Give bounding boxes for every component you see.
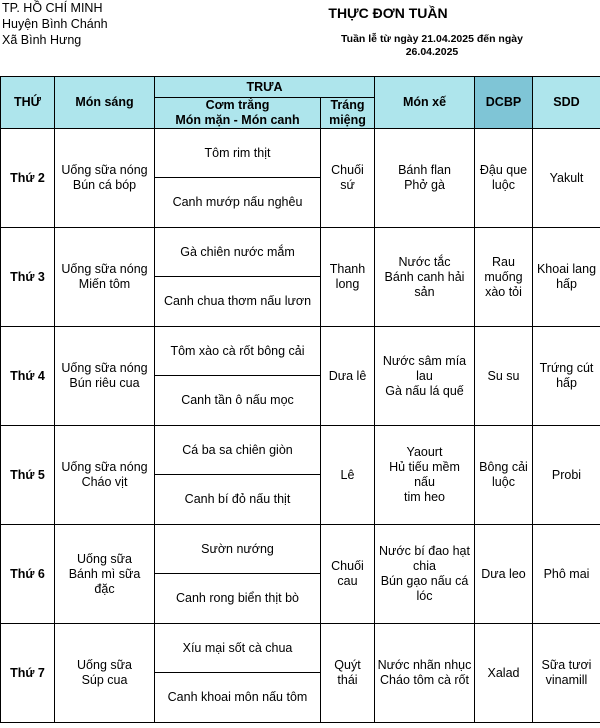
dcbp-cell-line: xào tỏi <box>485 284 522 299</box>
dessert-cell-line: Dưa lê <box>328 368 367 383</box>
table-row <box>1 525 600 574</box>
dessert-cell <box>321 426 375 525</box>
afternoon-cell-line: Gà nấu lá quế <box>385 383 464 398</box>
main-dish-cell: Tôm rim thịt <box>155 129 321 178</box>
dcbp-cell-line: Rau <box>492 254 515 269</box>
afternoon-cell-line: tim heo <box>404 490 445 504</box>
breakfast-cell <box>55 426 155 525</box>
breakfast-cell-line: Súp cua <box>81 673 128 687</box>
day-cell: Thứ 3 <box>1 228 55 327</box>
sdd-cell <box>533 327 600 426</box>
week-range <box>318 33 546 59</box>
col-header-breakfast: Món sáng <box>55 77 155 129</box>
breakfast-cell-line: Uống sữa <box>77 658 132 672</box>
menu-body <box>1 129 600 723</box>
main-dish-cell: Tôm xào cà rốt bông cải <box>155 327 321 376</box>
day-cell: Thứ 7 <box>1 624 55 723</box>
table-row <box>1 228 600 277</box>
breakfast-cell <box>55 525 155 624</box>
breakfast-cell-line: Bún riêu cua <box>69 376 140 390</box>
col-header-dessert <box>321 98 375 129</box>
afternoon-cell-line: Nước nhãn nhục <box>377 658 472 672</box>
school-header <box>2 0 108 48</box>
afternoon-cell <box>375 327 475 426</box>
breakfast-cell <box>55 228 155 327</box>
sdd-cell <box>533 426 600 525</box>
lunch-main-line2: Món mặn - Món canh <box>175 113 300 127</box>
dessert-cell <box>321 525 375 624</box>
dcbp-cell-line: muống <box>484 269 523 284</box>
dessert-cell-line: Quýt thái <box>334 658 361 687</box>
soup-cell: Canh bí đỏ nấu thịt <box>155 475 321 525</box>
breakfast-cell <box>55 624 155 723</box>
col-header-lunch-main <box>155 98 321 129</box>
afternoon-cell-line: chia <box>413 559 436 573</box>
soup-cell: Canh rong biển thịt bò <box>155 574 321 624</box>
main-dish-cell: Cá ba sa chiên giòn <box>155 426 321 475</box>
breakfast-cell-line: Bún cá bóp <box>72 178 137 192</box>
dessert-cell-line: Thanh <box>329 262 366 276</box>
dcbp-cell-line: luộc <box>492 178 515 192</box>
dcbp-cell <box>475 426 533 525</box>
breakfast-cell-line: Uống sữa nóng <box>61 361 148 375</box>
day-cell: Thứ 6 <box>1 525 55 624</box>
main-dish-cell: Gà chiên nước mắm <box>155 228 321 277</box>
col-header-sdd: SDD <box>533 77 600 129</box>
dcbp-cell-line: Dưa leo <box>481 566 526 581</box>
afternoon-cell-line: sản <box>414 284 435 299</box>
breakfast-cell-line: Bánh mì sữa đặc <box>68 566 141 596</box>
dcbp-cell-line: Su su <box>487 368 520 383</box>
soup-cell: Canh mướp nấu nghêu <box>155 178 321 228</box>
sdd-cell <box>533 525 600 624</box>
col-header-dcbp: DCBP <box>475 77 533 129</box>
dessert-cell-line: cau <box>337 574 358 588</box>
dessert-cell-line: Chuối sứ <box>331 163 364 192</box>
table-row <box>1 426 600 475</box>
dessert-cell-line: Chuối <box>331 559 364 573</box>
dcbp-cell-line: luộc <box>492 475 515 489</box>
sdd-cell-line: Phô mai <box>543 566 590 581</box>
soup-cell: Canh khoai môn nấu tôm <box>155 673 321 723</box>
table-row <box>1 327 600 376</box>
breakfast-cell-line: Uống sữa <box>77 551 132 566</box>
breakfast-cell-line: Miến tôm <box>78 277 131 291</box>
afternoon-cell <box>375 129 475 228</box>
main-dish-cell: Xíu mại sốt cà chua <box>155 624 321 673</box>
afternoon-cell <box>375 228 475 327</box>
header-row-1 <box>1 77 600 98</box>
afternoon-cell-line: Hủ tiếu mềm nấu <box>389 460 460 489</box>
breakfast-cell-line: Uống sữa nóng <box>61 460 148 474</box>
col-header-afternoon: Món xế <box>375 77 475 129</box>
table-row <box>1 624 600 673</box>
district-label: Huyện Bình Chánh <box>2 17 108 31</box>
sdd-cell-line: hấp <box>556 376 577 390</box>
sdd-cell <box>533 129 600 228</box>
sdd-cell-line: Yakult <box>549 170 584 185</box>
afternoon-cell <box>375 426 475 525</box>
sdd-cell-line: hấp <box>556 277 577 291</box>
day-cell: Thứ 2 <box>1 129 55 228</box>
dcbp-cell <box>475 228 533 327</box>
dcbp-cell <box>475 327 533 426</box>
afternoon-cell-line: lóc <box>416 589 433 603</box>
afternoon-cell-line: Nước tắc <box>398 254 451 269</box>
afternoon-cell-line: Nước bí đao hạt <box>379 544 470 558</box>
week-range-line2: 26.04.2025 <box>405 46 459 58</box>
afternoon-cell-line: Cháo tôm cà rốt <box>380 673 469 687</box>
lunch-main-line1: Cơm trắng <box>205 98 270 112</box>
dessert-cell <box>321 327 375 426</box>
page-title: THỰC ĐƠN TUẦN <box>328 5 448 21</box>
day-cell: Thứ 5 <box>1 426 55 525</box>
main-dish-cell: Sườn nướng <box>155 525 321 574</box>
dessert-header-line1: Tráng <box>330 98 365 112</box>
dcbp-cell <box>475 525 533 624</box>
sdd-cell <box>533 624 600 723</box>
afternoon-cell-line: Phở gà <box>404 178 445 192</box>
col-header-lunch: TRƯA <box>155 77 375 98</box>
afternoon-cell-line: Nước sâm mía <box>382 353 467 368</box>
weekly-menu-table <box>0 76 600 723</box>
afternoon-cell-line: Yaourt <box>406 445 443 459</box>
dcbp-cell-line: Đậu que <box>479 163 528 177</box>
day-cell: Thứ 4 <box>1 327 55 426</box>
week-range-line1: Tuần lễ từ ngày 21.04.2025 đến ngày <box>341 33 523 45</box>
sdd-cell-line: vinamill <box>545 673 588 687</box>
dessert-cell-line: Lê <box>340 467 355 482</box>
sdd-cell-line: Probi <box>551 467 582 482</box>
soup-cell: Canh chua thơm nấu lươn <box>155 277 321 327</box>
afternoon-cell <box>375 624 475 723</box>
sdd-cell-line: Trứng cút <box>539 361 594 375</box>
sdd-cell-line: Khoai lang <box>536 262 597 276</box>
table-row <box>1 129 600 178</box>
afternoon-cell-line: Bánh flan <box>398 163 451 177</box>
ward-label: Xã Bình Hưng <box>2 33 82 47</box>
breakfast-cell-line: Cháo vịt <box>81 475 128 489</box>
sdd-cell <box>533 228 600 327</box>
breakfast-cell <box>55 327 155 426</box>
afternoon-cell <box>375 525 475 624</box>
col-header-day: THỨ <box>1 77 55 129</box>
dcbp-cell-line: Bông cải <box>479 460 528 474</box>
dessert-header-line2: miệng <box>329 113 366 127</box>
dessert-cell <box>321 129 375 228</box>
sdd-cell-line: Sữa tươi <box>541 658 592 672</box>
afternoon-cell-line: lau <box>416 368 433 383</box>
city-label: TP. HỒ CHÍ MINH <box>2 1 103 15</box>
breakfast-cell <box>55 129 155 228</box>
dessert-cell <box>321 228 375 327</box>
afternoon-cell-line: Bún gạo nấu cá <box>380 574 469 588</box>
breakfast-cell-line: Uống sữa nóng <box>61 163 148 177</box>
dessert-cell-line: long <box>335 277 360 291</box>
dcbp-cell-line: Xalad <box>487 665 520 680</box>
soup-cell: Canh tần ô nấu mọc <box>155 376 321 426</box>
afternoon-cell-line: Bánh canh hải <box>384 269 465 284</box>
dessert-cell <box>321 624 375 723</box>
dcbp-cell <box>475 624 533 723</box>
breakfast-cell-line: Uống sữa nóng <box>61 262 148 276</box>
dcbp-cell <box>475 129 533 228</box>
